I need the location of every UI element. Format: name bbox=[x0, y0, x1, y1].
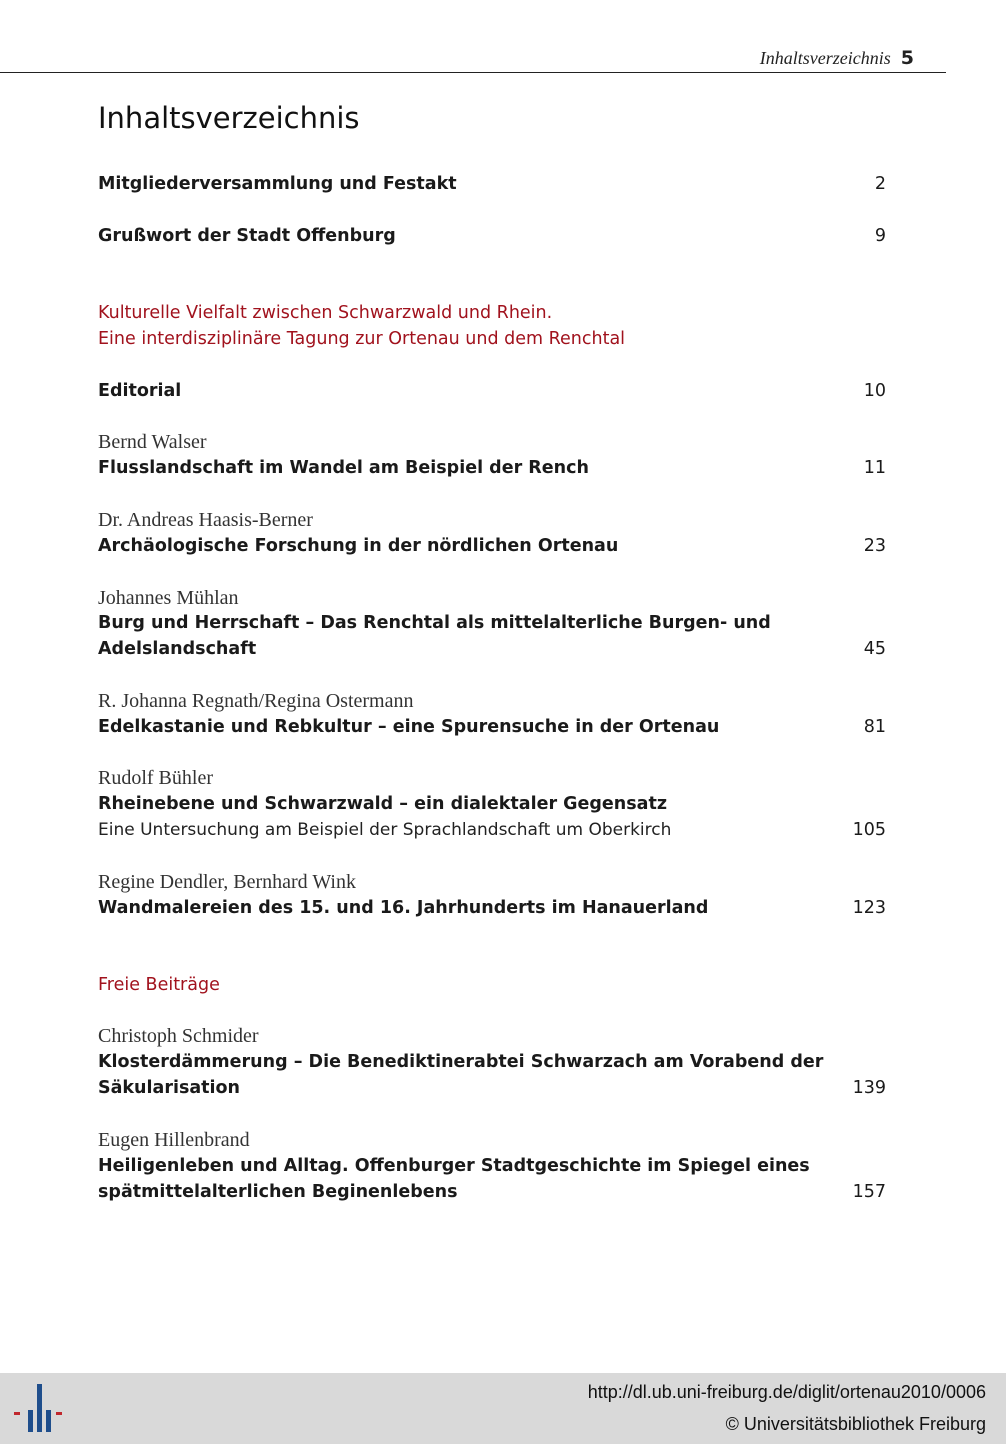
toc-entry-author: Christoph Schmider bbox=[98, 1025, 259, 1047]
toc-entry-author: Dr. Andreas Haasis-Berner bbox=[98, 509, 313, 531]
footer-url-link[interactable]: http://dl.ub.uni-freiburg.de/diglit/ortenau2010/0006 bbox=[587, 1382, 986, 1402]
toc-entry-author: Bernd Walser bbox=[98, 431, 207, 453]
toc-entry-page: 105 bbox=[852, 820, 886, 840]
toc-entry-title: Klosterdämmerung – Die Benediktinerabtei Schwarzach am Vorabend der bbox=[98, 1052, 824, 1072]
toc-entry-page: 9 bbox=[874, 226, 886, 246]
toc-entry-title: Edelkastanie und Rebkultur – eine Spurensuche in der Ortenau bbox=[98, 717, 720, 737]
running-header bbox=[760, 47, 914, 69]
toc-entry-title: Rheinebene und Schwarzwald – ein dialektaler Gegensatz bbox=[98, 794, 668, 814]
toc-entry-title: Heiligenleben und Alltag. Offenburger Stadtgeschichte im Spiegel eines bbox=[98, 1156, 810, 1176]
section-heading: Eine interdisziplinäre Tagung zur Ortenau und dem Renchtal bbox=[98, 329, 626, 349]
toc-entry-page: 157 bbox=[852, 1182, 886, 1202]
toc-entry-page: 2 bbox=[874, 174, 886, 194]
toc-entry-page: 81 bbox=[863, 717, 886, 737]
running-header-title: Inhaltsverzeichnis bbox=[759, 48, 891, 68]
toc-entry-page: 23 bbox=[863, 536, 886, 556]
page-title: Inhaltsverzeichnis bbox=[98, 101, 360, 135]
section-heading: Kulturelle Vielfalt zwischen Schwarzwald und Rhein. bbox=[98, 303, 553, 323]
toc-entry-author: R. Johanna Regnath/Regina Ostermann bbox=[98, 690, 414, 712]
toc-entry-author: Johannes Mühlan bbox=[98, 587, 239, 609]
header-rule bbox=[0, 72, 946, 73]
toc-entry-page: 139 bbox=[852, 1078, 886, 1098]
toc-entry-page: 123 bbox=[852, 898, 886, 918]
toc-entry-author: Eugen Hillenbrand bbox=[98, 1129, 250, 1151]
toc-entry-title: Flusslandschaft im Wandel am Beispiel der Rench bbox=[98, 458, 589, 478]
footer-copyright: © Universitätsbibliothek Freiburg bbox=[725, 1414, 986, 1434]
toc-entry-title: Burg und Herrschaft – Das Renchtal als mittelalterliche Burgen- und bbox=[98, 613, 771, 633]
ub-freiburg-logo-icon bbox=[14, 1384, 64, 1434]
header-page-number: 5 bbox=[900, 47, 914, 69]
section-heading: Freie Beiträge bbox=[98, 975, 220, 995]
toc-entry-author: Rudolf Bühler bbox=[98, 767, 213, 789]
toc-entry-author: Regine Dendler, Bernhard Wink bbox=[98, 871, 356, 893]
toc-entry-title: Editorial bbox=[98, 381, 182, 401]
toc-entry-title-cont: Säkularisation bbox=[98, 1078, 241, 1098]
toc-entry-title: Mitgliederversammlung und Festakt bbox=[98, 174, 457, 194]
toc-entry-title: Archäologische Forschung in der nördlichen Ortenau bbox=[98, 536, 619, 556]
toc-entry-title: Wandmalereien des 15. und 16. Jahrhunderts im Hanauerland bbox=[98, 898, 709, 918]
toc-entry-page: 45 bbox=[863, 639, 886, 659]
toc-entry-subtitle: Eine Untersuchung am Beispiel der Sprachlandschaft um Oberkirch bbox=[98, 820, 672, 840]
toc-entry-title-cont: spätmittelalterlichen Beginenlebens bbox=[98, 1182, 458, 1202]
footer-bar bbox=[0, 1373, 1006, 1444]
toc-entry-page: 10 bbox=[863, 381, 886, 401]
toc-entry-title-cont: Adelslandschaft bbox=[98, 639, 257, 659]
toc-entry-title: Grußwort der Stadt Offenburg bbox=[98, 226, 396, 246]
toc-entry-page: 11 bbox=[863, 458, 886, 478]
